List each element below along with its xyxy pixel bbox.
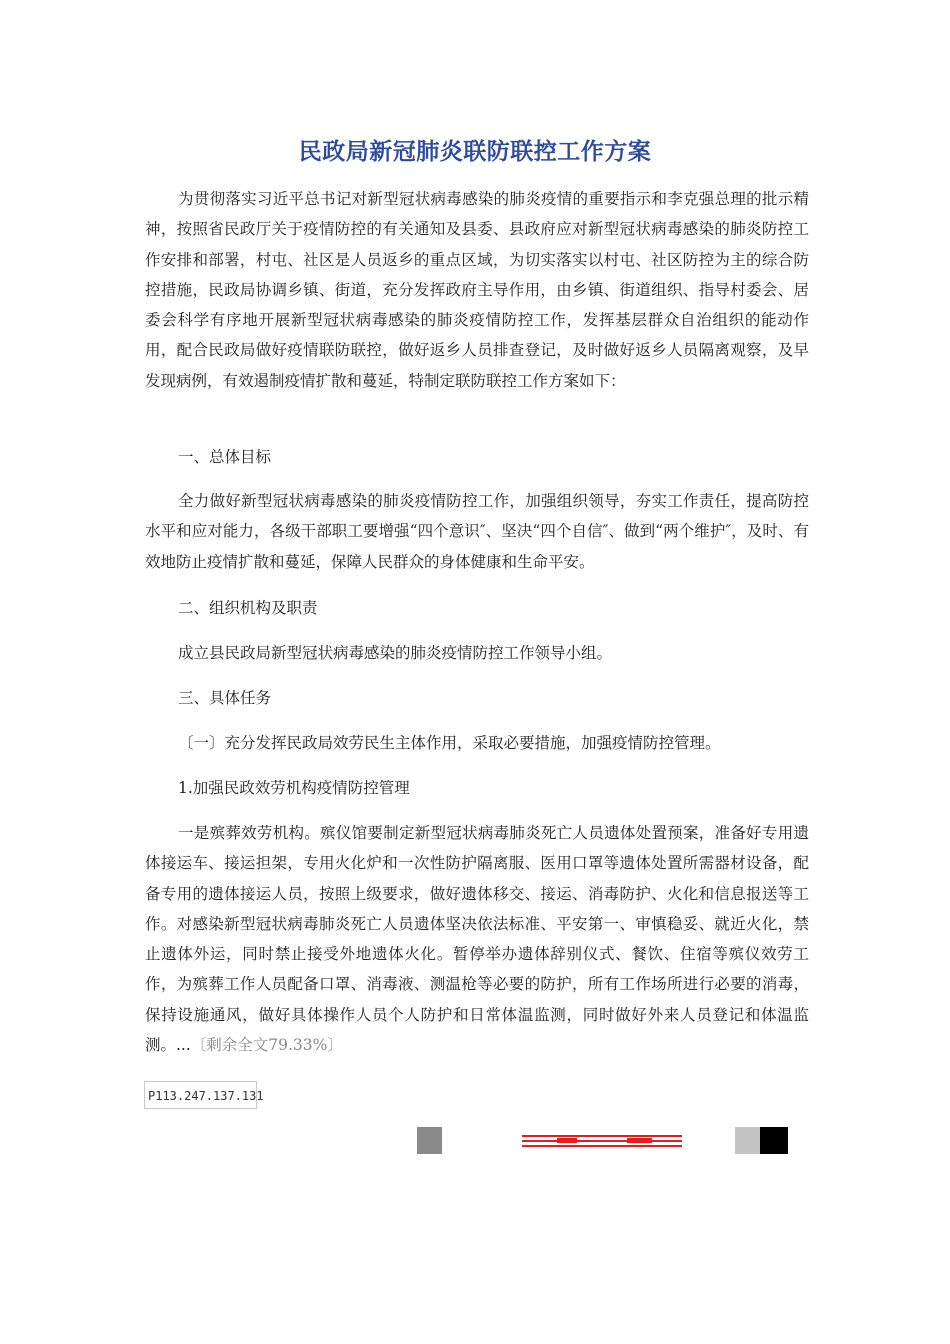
barcode-red-line: [522, 1135, 682, 1137]
remaining-text-link[interactable]: 〔剩余全文79.33%〕: [190, 1036, 343, 1055]
subsection-text: 〔一〕充分发挥民政局效劳民生主体作用，采取必要措施，加强疫情防控管理。: [178, 734, 721, 752]
section-3-heading: [145, 683, 809, 713]
section-2-heading: [145, 593, 809, 623]
barcode-gray-block: [417, 1127, 442, 1154]
barcode-red-line: [522, 1140, 682, 1142]
barcode-red-line: [522, 1145, 682, 1147]
item-text-block: [145, 818, 809, 1060]
section-1-heading: [145, 442, 809, 472]
barcode-light-block: [735, 1127, 760, 1154]
section-heading: 一、总体目标: [178, 448, 272, 466]
item-1-heading: [145, 773, 809, 803]
footer-barcode-graphic: [417, 1127, 788, 1154]
intro-text: 为贯彻落实习近平总书记对新型冠状病毒感染的肺炎疫情的重要指示和李克强总理的批示精神，按照省民政厅关于疫情防控的有关通知及县委、县政府应对新型冠状病毒感染的肺炎防控工作安排和部署，村屯、社区是人员返乡的重点区域，为切实落实以村屯、社区防控为主的综合防控措施，民政局协调乡镇、街道，充分发挥政府主导作用，由乡镇、街道组织、指导村委会、居委会科学有序地开展新型冠状病毒感染的肺炎疫情防控工作，发挥基层群众自治组织的能动作用，配合民政局做好疫情联防联控，做好返乡人员排查登记，及时做好返乡人员隔离观察，及早发现病例，有效遏制疫情扩散和蔓延，特制定联防联控工作方案如下：: [145, 190, 809, 390]
item-1-body: [145, 818, 809, 1060]
section-1-body: [145, 486, 809, 577]
barcode-black-block: [760, 1127, 788, 1154]
section-heading: 二、组织机构及职责: [178, 599, 318, 617]
section-text: 成立县民政局新型冠状病毒感染的肺炎疫情防控工作领导小组。: [178, 644, 613, 662]
subsection-1: [145, 728, 809, 758]
intro-paragraph: [145, 184, 809, 396]
section-2-body: [145, 638, 809, 668]
barcode-red-block: [627, 1138, 652, 1143]
item-heading: 1.加强民政效劳机构疫情防控管理: [178, 779, 410, 797]
page-title: 民政局新冠肺炎联防联控工作方案: [298, 139, 652, 165]
barcode-red-block: [557, 1138, 577, 1143]
section-text: 全力做好新型冠状病毒感染的肺炎疫情防控工作，加强组织领导，夯实工作责任，提高防控水平和应对能力，各级干部职工要增强“四个意识″、坚决“四个自信″、做到“两个维护″，及时、有效地防止疫情扩散和蔓延，保障人民群众的身体健康和生命平安。: [145, 492, 809, 571]
item-text: 一是殡葬效劳机构。殡仪馆要制定新型冠状病毒肺炎死亡人员遗体处置预案，准备好专用遗体接运车、接运担架，专用火化炉和一次性防护隔离服、医用口罩等遗体处置所需器材设备，配备专用的遗体接运人员，按照上级要求，做好遗体移交、接运、消毒防护、火化和信息报送等工作。对感染新型冠状病毒肺炎死亡人员遗体坚决依法标准、平安第一、审慎稳妥、就近火化，禁止遗体外运，同时禁止接受外地遗体火化。暂停举办遗体辞别仪式、餐饮、住宿等殡仪效劳工作，为殡葬工作人员配备口罩、消毒液、测温枪等必要的防护，所有工作场所进行必要的消毒，保持设施通风，做好具体操作人员个人防护和日常体温监测，同时做好外来人员登记和体温监测。...: [145, 824, 809, 1055]
section-heading: 三、具体任务: [178, 689, 272, 707]
ip-address-label: P113.247.137.131: [144, 1081, 257, 1109]
